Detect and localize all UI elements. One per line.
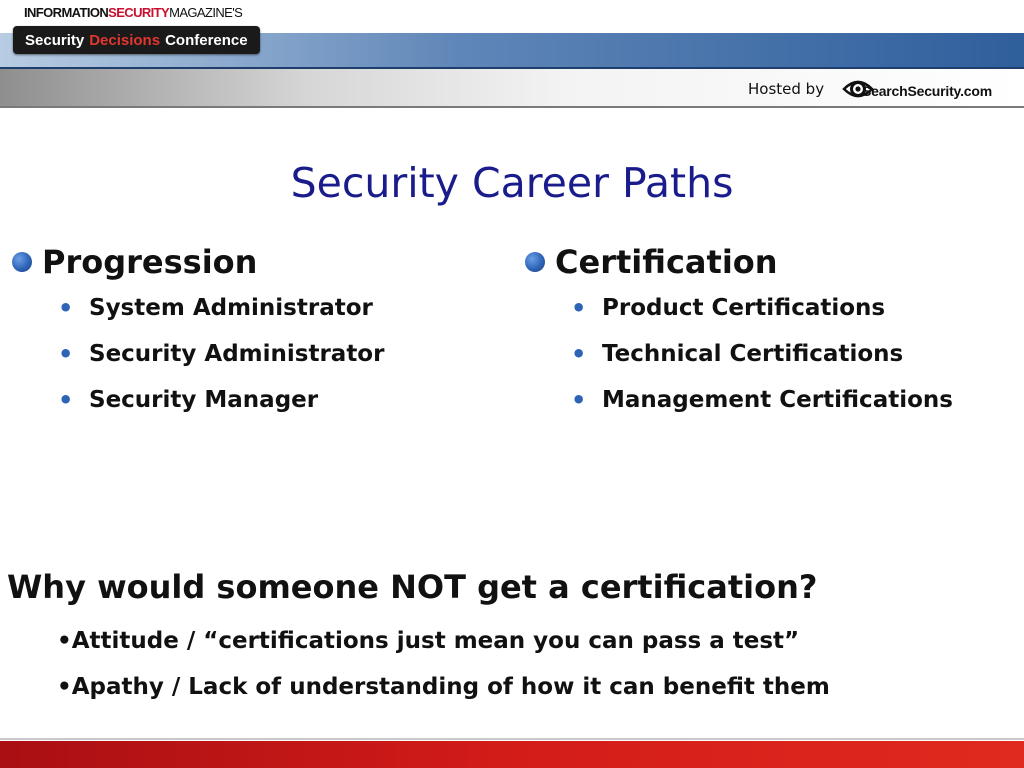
list-item: •Apathy / Lack of understanding of how it can benefit them bbox=[57, 674, 830, 700]
progression-heading-row bbox=[12, 240, 492, 284]
header-bottom-divider bbox=[0, 106, 1024, 108]
searchsecurity-logo-text: SearchSecurity.com bbox=[862, 83, 992, 99]
slide-header bbox=[0, 0, 1024, 108]
progression-list bbox=[12, 290, 492, 428]
bullet-icon: • bbox=[571, 340, 587, 368]
certification-heading: Certification bbox=[555, 243, 778, 281]
magazine-logo bbox=[24, 5, 242, 20]
list-item-label: Security Administrator bbox=[89, 341, 385, 367]
list-item bbox=[12, 336, 492, 382]
bullet-icon: • bbox=[571, 386, 587, 414]
list-item bbox=[525, 290, 1020, 336]
bullet-icon: • bbox=[58, 340, 74, 368]
bullet-icon: • bbox=[58, 294, 74, 322]
progression-heading: Progression bbox=[42, 243, 258, 281]
list-item bbox=[12, 382, 492, 428]
certification-list bbox=[525, 290, 1020, 428]
certification-heading-row bbox=[525, 240, 1020, 284]
hosted-by-label: Hosted by bbox=[748, 80, 825, 98]
footer-red-band bbox=[0, 741, 1024, 768]
certification-column bbox=[525, 240, 1020, 428]
list-item-label: Technical Certifications bbox=[602, 341, 904, 367]
list-item-label: Product Certifications bbox=[602, 295, 886, 321]
list-item bbox=[525, 382, 1020, 428]
conference-badge bbox=[13, 26, 260, 54]
magazine-logo-part1: INFORMATION bbox=[24, 5, 109, 20]
progression-column bbox=[12, 240, 492, 428]
list-item-label: Security Manager bbox=[89, 387, 319, 413]
bullet-icon: • bbox=[571, 294, 587, 322]
list-item bbox=[525, 336, 1020, 382]
list-item bbox=[12, 290, 492, 336]
conference-word-security: Security bbox=[25, 31, 85, 49]
magazine-logo-part3: MAGAZINE'S bbox=[169, 5, 243, 20]
answer-list bbox=[57, 622, 830, 714]
footer-divider bbox=[0, 738, 1024, 740]
blue-sphere-bullet-icon bbox=[12, 252, 32, 272]
bullet-icon: • bbox=[58, 386, 74, 414]
conference-word-decisions: Decisions bbox=[89, 31, 161, 49]
blue-sphere-bullet-icon bbox=[525, 252, 545, 272]
list-item-label: Management Certifications bbox=[602, 387, 953, 413]
searchsecurity-logo bbox=[842, 73, 1012, 105]
list-item-label: System Administrator bbox=[89, 295, 373, 321]
magazine-logo-part2: SECURITY bbox=[108, 5, 170, 20]
slide-title: Security Career Paths bbox=[290, 159, 734, 207]
question-heading: Why would someone NOT get a certification? bbox=[7, 568, 818, 606]
conference-word-conference: Conference bbox=[165, 31, 248, 49]
list-item: •Attitude / “certifications just mean you can pass a test” bbox=[57, 628, 800, 654]
